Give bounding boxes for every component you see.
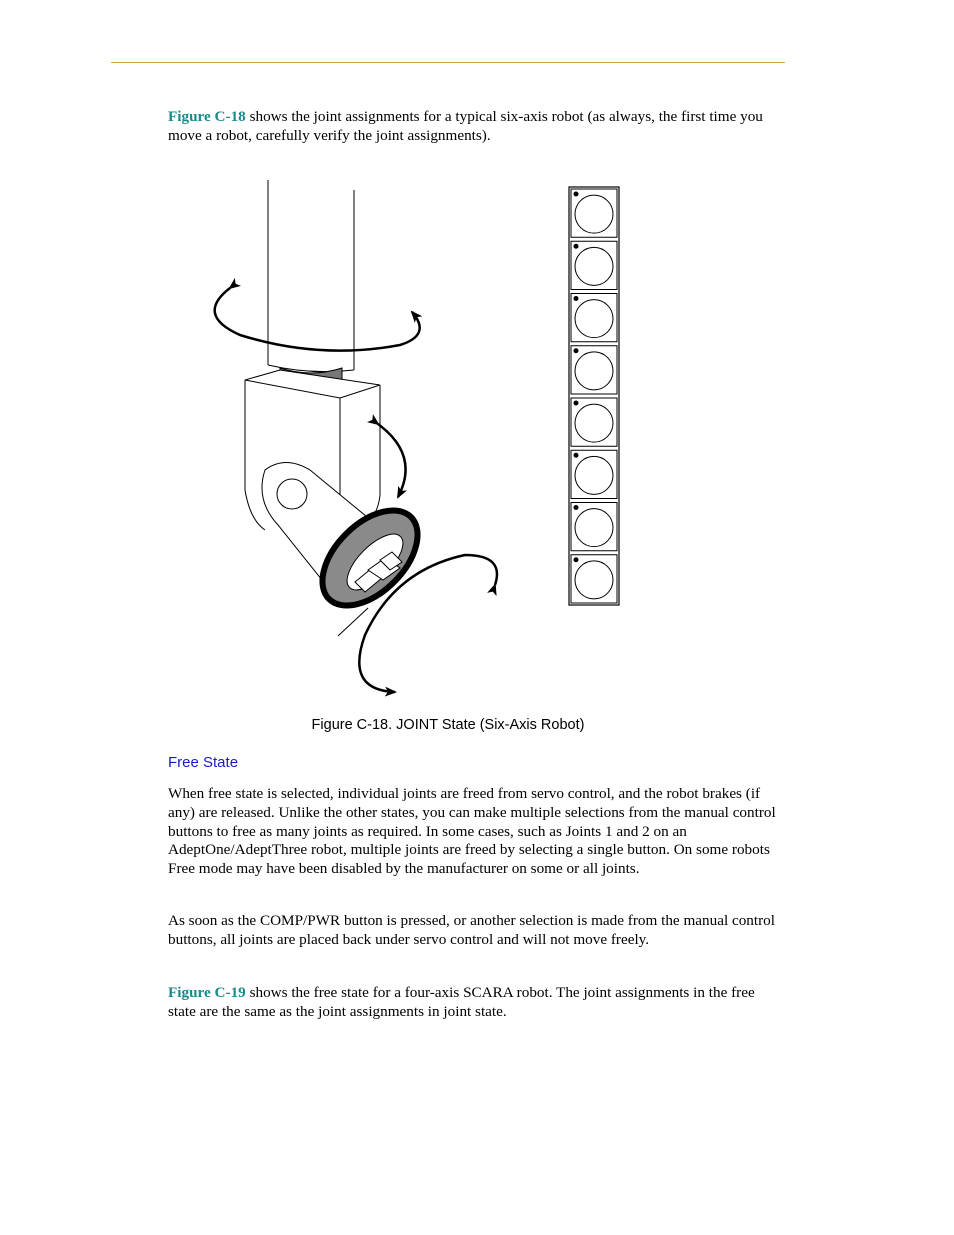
- tool-pointer-line: [338, 608, 368, 636]
- pendant-button: [571, 450, 617, 498]
- free-state-paragraph-1: When free state is selected, individual joints are freed from servo control, and the robot brakes (if any) are released. Unlike the other states, you can make multiple selections from the manual control buttons to free as many joints as required. In some cases, such as Joints 1 and 2 on an AdeptOne/AdeptThree robot, multiple joints are freed by selecting a single button. On some robots Free mode may have been disabled by the manufacturer on some or all joints.: [168, 785, 776, 878]
- section-heading-free-state: Free State: [168, 754, 239, 771]
- free-state-paragraph-2: As soon as the COMP/PWR button is pressed, or another selection is made from the manual control buttons, all joints are placed back under servo control and will not move freely.: [168, 912, 775, 948]
- led-indicator-icon: [574, 453, 579, 458]
- joint-pitch-arrow: [378, 424, 406, 497]
- figure-c19-link[interactable]: Figure C-19: [168, 984, 246, 1001]
- pendant-button: [571, 503, 617, 551]
- led-indicator-icon: [574, 557, 579, 562]
- free-state-paragraph-3: [168, 984, 784, 1022]
- pendant-button: [571, 241, 617, 289]
- led-indicator-icon: [574, 505, 579, 510]
- led-indicator-icon: [574, 401, 579, 406]
- pendant-button: [571, 346, 617, 394]
- pendant-button: [571, 294, 617, 342]
- led-indicator-icon: [574, 244, 579, 249]
- led-indicator-icon: [574, 348, 579, 353]
- figure-caption: Figure C-18. JOINT State (Six-Axis Robot): [311, 717, 585, 733]
- led-indicator-icon: [574, 296, 579, 301]
- pendant-button: [571, 398, 617, 446]
- intro-text: shows the joint assignments for a typical six-axis robot (as always, the first time you move a robot, carefully verify the joint assignments).: [168, 108, 763, 144]
- figure-c18-link[interactable]: Figure C-18: [168, 108, 246, 125]
- robot-upper-arm: [268, 180, 354, 372]
- paragraph-3-text: shows the free state for a four-axis SCARA robot. The joint assignments in the free state are the same as the joint assignments in joint state.: [168, 984, 755, 1020]
- joint-rotation-arrow-upper: [215, 288, 420, 351]
- led-indicator-icon: [574, 192, 579, 197]
- pendant-button: [571, 555, 617, 603]
- pendant-button-strip: [569, 187, 619, 605]
- pendant-button: [571, 189, 617, 237]
